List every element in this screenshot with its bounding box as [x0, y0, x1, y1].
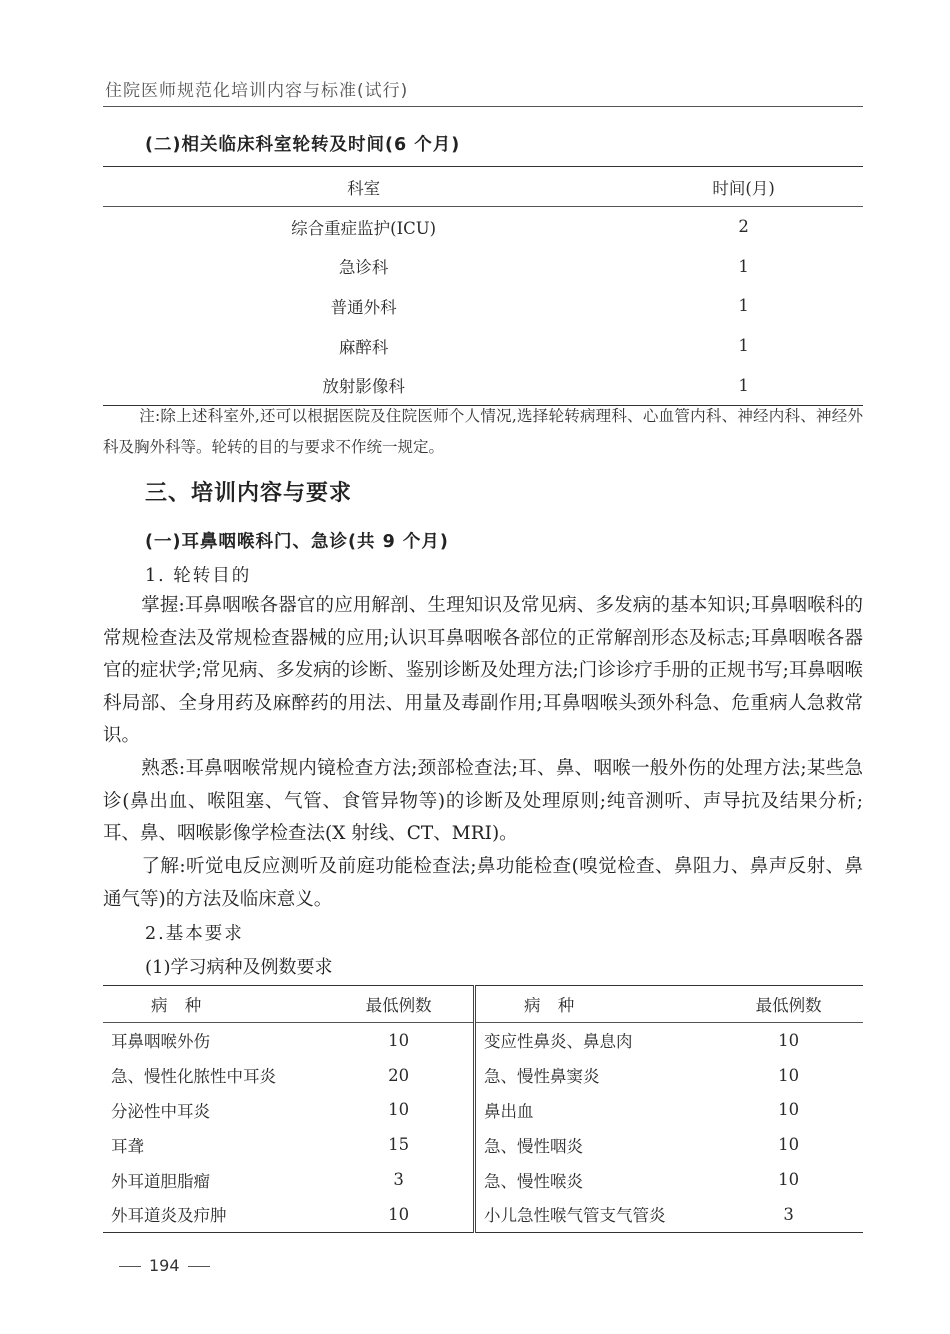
table-row — [103, 365, 863, 405]
rotation-col-months: 时间(月) — [624, 167, 863, 207]
rotation-table — [103, 166, 863, 406]
para-understand — [103, 851, 863, 916]
rotation-table-header — [103, 167, 863, 207]
rotation-heading: (二)相关临床科室轮转及时间(6 个月) — [145, 135, 461, 155]
disease-cell: 变应性鼻炎、鼻息肉 — [484, 1032, 633, 1052]
cases-cell: 10 — [778, 1100, 800, 1120]
rotation-note — [103, 401, 863, 463]
cases-cell: 20 — [324, 1058, 474, 1093]
header-rule — [103, 106, 863, 107]
para-master-text: 掌握:耳鼻咽喉各器官的应用解剖、生理知识及常见病、多发病的基本知识;耳鼻咽喉科的常规检查法及常规检查器械的应用;认识耳鼻咽喉各部位的正常解剖形态及标志;耳鼻咽喉各器官的症状学;常见病、多发病的诊断、鉴别诊断及处理方法;门诊诊疗手册的正规书写;耳鼻咽喉科局部、全身用药及麻醉药的用法、用量及毒副作用;耳鼻咽喉头颈外科急、危重病人急救常识。 — [103, 595, 863, 746]
table-row — [103, 1058, 863, 1093]
disease-table-header — [103, 986, 863, 1023]
section-heading: 三、培训内容与要求 — [145, 481, 353, 506]
disease-cell: 外耳道炎及疖肿 — [103, 1197, 324, 1232]
disease-cell: 鼻出血 — [484, 1101, 534, 1121]
disease-cell: 耳鼻咽喉外伤 — [111, 1032, 210, 1052]
item-disease-requirements: (1)学习病种及例数要求 — [145, 957, 333, 978]
cases-cell: 10 — [778, 1170, 800, 1190]
disease-cell: 急、慢性鼻窦炎 — [484, 1067, 600, 1087]
disease-cell: 急、慢性化脓性中耳炎 — [111, 1067, 276, 1087]
page-dash-left — [119, 1266, 141, 1267]
ent-subheading: (一)耳鼻咽喉科门、急诊(共 9 个月) — [145, 532, 449, 552]
para-master — [103, 590, 863, 753]
disease-cell: 分泌性中耳炎 — [111, 1101, 210, 1121]
page-dash-right — [188, 1266, 210, 1267]
cases-cell: 10 — [324, 1093, 474, 1128]
table-row — [103, 286, 863, 326]
running-header: 住院医师规范化培训内容与标准(试行) — [105, 81, 409, 101]
dept-cell: 普通外科 — [330, 297, 397, 317]
table-row — [103, 207, 863, 247]
table-row — [103, 247, 863, 287]
page-number — [111, 1256, 218, 1275]
cases-cell: 10 — [778, 1135, 800, 1155]
months-cell: 1 — [738, 336, 749, 356]
cases-cell: 10 — [324, 1023, 474, 1058]
dept-cell: 综合重症监护(ICU) — [291, 218, 437, 238]
col-disease-right: 病 种 — [475, 986, 715, 1023]
disease-cell: 急、慢性喉炎 — [484, 1171, 584, 1191]
rotation-note-text: 注:除上述科室外,还可以根据医院及住院医师个人情况,选择轮转病理科、心血管内科、神经内科、神经外科及胸外科等。轮转的目的与要求不作统一规定。 — [103, 407, 863, 456]
table-row — [103, 1127, 863, 1162]
cases-cell: 10 — [324, 1197, 474, 1232]
cases-cell: 10 — [778, 1030, 800, 1050]
months-cell: 1 — [624, 365, 863, 405]
cases-cell: 10 — [778, 1065, 800, 1085]
table-row — [103, 1093, 863, 1128]
col-min-cases-left: 最低例数 — [324, 986, 474, 1023]
col-min-cases-right: 最低例数 — [714, 986, 863, 1023]
table-row — [103, 1023, 863, 1058]
dept-cell: 急诊科 — [338, 258, 389, 278]
cases-cell: 3 — [714, 1197, 863, 1232]
months-cell: 1 — [738, 296, 749, 316]
para-understand-text: 了解:听觉电反应测听及前庭功能检查法;鼻功能检查(嗅觉检查、鼻阻力、鼻声反射、鼻通气等)的方法及临床意义。 — [103, 856, 863, 910]
months-cell: 1 — [738, 256, 749, 276]
cases-cell: 15 — [324, 1127, 474, 1162]
para-familiar — [103, 753, 863, 851]
disease-cell: 外耳道胆脂瘤 — [111, 1171, 210, 1191]
dept-cell: 麻醉科 — [338, 337, 389, 357]
disease-cell: 耳聋 — [111, 1136, 144, 1156]
item-rotation-goal: 1. 轮转目的 — [145, 566, 252, 586]
disease-cell: 急、慢性咽炎 — [484, 1136, 584, 1156]
table-row — [103, 326, 863, 366]
rotation-col-dept: 科室 — [103, 167, 624, 207]
col-disease-left: 病 种 — [103, 986, 324, 1023]
table-row — [103, 1197, 863, 1232]
table-row — [103, 1162, 863, 1197]
disease-table — [103, 985, 863, 1233]
para-familiar-text: 熟悉:耳鼻咽喉常规内镜检查方法;颈部检查法;耳、鼻、咽喉一般外伤的处理方法;某些急诊(鼻出血、喉阻塞、气管、食管异物等)的诊断及处理原则;纯音测听、声导抗及结果分析;耳、鼻、咽喉影像学检查法(X 射线、CT、MRI)。 — [103, 758, 863, 844]
disease-cell: 小儿急性喉气管支气管炎 — [475, 1197, 715, 1232]
dept-cell: 放射影像科 — [103, 365, 624, 405]
cases-cell: 3 — [324, 1162, 474, 1197]
page-number-text: 194 — [149, 1256, 180, 1275]
months-cell: 2 — [738, 217, 749, 237]
item-basic-requirements: 2.基本要求 — [145, 924, 244, 944]
